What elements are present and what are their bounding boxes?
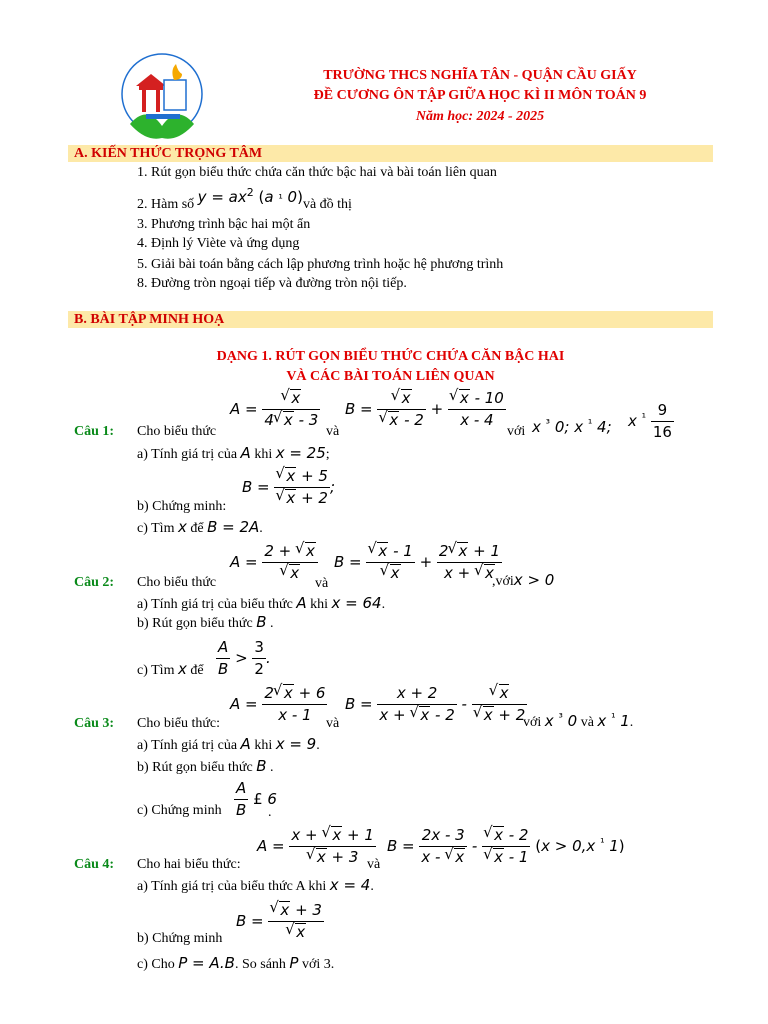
- cau1-expr-a: A = √ $\frac{x}{4√ x - 3}$: [230, 388, 320, 431]
- cau3-label: Câu 3:: [74, 716, 115, 731]
- cau3-va: và: [326, 716, 340, 731]
- cau2-c-expr: $\frac{A}{B}$ > $\frac{3}{2}$ .: [218, 638, 271, 678]
- section-a-item-2: [137, 186, 352, 213]
- section-a-header: [68, 145, 713, 162]
- function-formula: $y = ax^2$ (a ¹ 0): [197, 186, 303, 206]
- cau2-expr-a: A = 2 + √ x √ x: [230, 541, 318, 584]
- section-a-item-4: 4. Định lý Viète và ứng dụng: [137, 236, 300, 251]
- cau4-part-a: a) Tính giá trị của biểu thức A khi x = 4.: [137, 876, 374, 894]
- cau4-expr-a: A = x + √ x + 1 √ x + 3: [257, 825, 376, 868]
- cau3-voi: với x $^{^3}$ 0 và x $^{^1}$ 1.: [523, 711, 634, 730]
- section-a-title: A. KIẾN THỨC TRỌNG TÂM: [74, 146, 263, 161]
- cau2-va: và: [315, 576, 329, 591]
- dang1-title-line2: VÀ CÁC BÀI TOÁN LIÊN QUAN: [286, 369, 495, 384]
- school-name: TRƯỜNG THCS NGHĨA TÂN - QUẬN CẦU GIẤY: [323, 68, 637, 83]
- cau2-part-b: b) Rút gọn biểu thức B .: [137, 613, 274, 631]
- cau4-b-expr: B = √ x + 3 √ x: [236, 900, 324, 943]
- cau2-voi: ,vớix > 0: [492, 571, 555, 589]
- cau3-expr-a: A = $\frac{2√ x + 6}{x - 1}$: [230, 683, 327, 726]
- cau3-expr-b: B = $\frac{x + 2}{x + √ x - 2}$ - √ x √ x + 2: [345, 683, 527, 726]
- section-a-item-1: 1. Rút gọn biểu thức chứa căn thức bậc hai và bài toán liên quan: [137, 165, 497, 180]
- section-a-item-5: 5. Giải bài toán bằng cách lập phương trình hoặc hệ phương trình: [137, 257, 504, 272]
- cau1-part-a: a) Tính giá trị của A khi x = 25;: [137, 444, 330, 462]
- school-year: Năm học: 2024 - 2025: [415, 109, 545, 124]
- cau1-b-expr: B = √ x + 5 √ x + 2 ;: [242, 466, 335, 509]
- cau4-label: Câu 4:: [74, 857, 115, 872]
- cau3-c-dot: .: [268, 805, 272, 820]
- cau2-part-a: a) Tính giá trị của biểu thức A khi x = 64.: [137, 594, 386, 612]
- cau1-condition-3: x $^{^1}$ $\frac{9}{16}$: [628, 401, 672, 441]
- document-title: ĐỀ CƯƠNG ÔN TẬP GIỮA HỌC KÌ II MÔN TOÁN 9: [313, 88, 647, 103]
- item-2-suffix: và đồ thị: [302, 197, 352, 212]
- cau2-intro: Cho biểu thức: [137, 575, 217, 590]
- cau2-part-c: c) Tìm x để: [137, 660, 204, 678]
- cau3-part-c: c) Chứng minh: [137, 803, 222, 818]
- cau3-part-a: a) Tính giá trị của A khi x = 9.: [137, 735, 320, 753]
- section-a-item-3: 3. Phương trình bậc hai một ẩn: [137, 217, 311, 232]
- cau4-va: và: [367, 857, 381, 872]
- cau1-part-b: b) Chứng minh:: [137, 499, 227, 514]
- cau4-part-c: c) Cho P = A.B. So sánh P với 3.: [137, 954, 335, 972]
- cau4-expr-b: B = $\frac{2x - 3}{x - √ x}$ - √ x - 2 √ x - 1 (x > 0,x $^{^1}$ 1): [387, 825, 625, 868]
- cau4-intro: Cho hai biểu thức:: [137, 857, 241, 872]
- dang1-title-line1: DẠNG 1. RÚT GỌN BIỂU THỨC CHỨA CĂN BẬC HAI: [216, 349, 565, 364]
- school-logo: [112, 46, 212, 146]
- cau1-part-c: c) Tìm x để B = 2A.: [137, 518, 263, 536]
- cau3-part-b: b) Rút gọn biểu thức B .: [137, 757, 274, 775]
- cau1-expr-b: B = √ x √ x - 2 + √ $\frac{x - 10}{x - 4}$: [345, 388, 506, 431]
- cau3-intro: Cho biểu thức:: [137, 716, 221, 731]
- cau1-intro: Cho biểu thức: [137, 424, 217, 439]
- cau1-label: Câu 1:: [74, 424, 115, 439]
- cau2-expr-b: B = √ x - 1 √ x + $\frac{2√ x + 1}{x + √ x}$: [334, 541, 502, 584]
- cau3-c-expr: $\frac{A}{B}$ £ 6: [236, 779, 277, 819]
- cau1-voi: với: [507, 424, 526, 439]
- section-a-item-6: 8. Đường tròn ngoại tiếp và đường tròn nội tiếp.: [137, 276, 407, 291]
- cau2-label: Câu 2:: [74, 575, 115, 590]
- item-2-label: 2. Hàm số: [137, 197, 195, 212]
- section-b-header: [68, 311, 713, 328]
- cau1-va: và: [326, 424, 340, 439]
- cau4-part-b: b) Chứng minh: [137, 931, 223, 946]
- cau1-conditions: x $^{^3}$ 0; x $^{^1}$ 4;: [532, 417, 612, 436]
- section-b-title: B. BÀI TẬP MINH HOẠ: [74, 312, 225, 327]
